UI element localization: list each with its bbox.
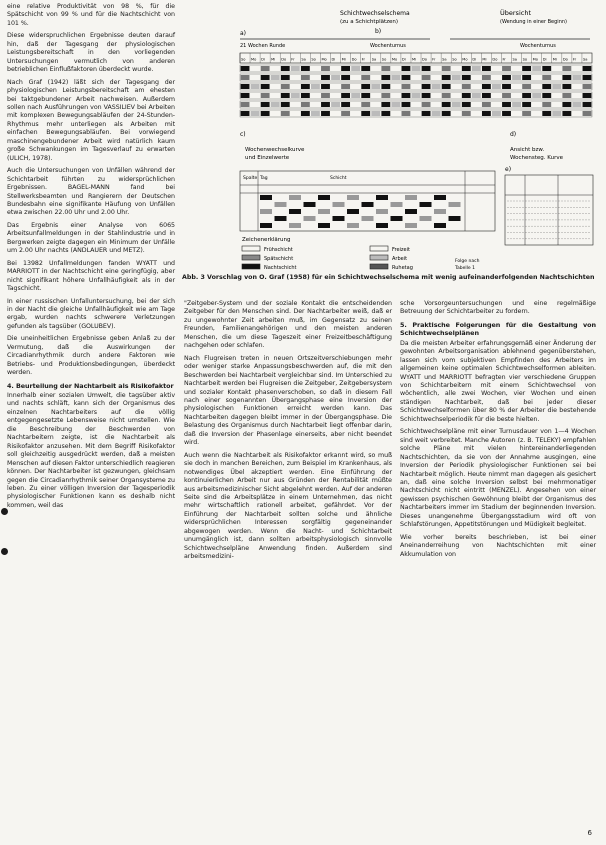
figure-label: Ansicht bzw.	[510, 147, 545, 153]
table-cell	[405, 223, 417, 228]
table-cell	[260, 195, 272, 200]
shift-block	[552, 111, 561, 116]
shift-block	[291, 66, 300, 71]
margin-bullet	[1, 548, 8, 555]
label-e: e)	[505, 166, 512, 173]
shift-block	[442, 84, 451, 89]
section-heading: 4. Beurteilung der Nachtarbeit als Risikofaktor	[7, 381, 174, 390]
weekday-label: Fr	[502, 57, 506, 62]
weekday-label: Do	[422, 57, 427, 62]
shift-block	[442, 75, 451, 80]
shift-block	[562, 102, 571, 107]
paragraph: Nach Graf (1942) läßt sich der Tagesgang der physiologischen Leistungsbereitschaft am ehesten bei taktgebundener Arbeit nachweisen. Außerdem sollen nach Ausführungen von VASSILIEV bei Arbeiten mit komplexen Bewegungsabläufen der 24-Stunden-Rhythmus mehr unterliegen als Arbeiten mit einfachen Bewegungsabläufen. Bei vorwiegend maschinengebundener Arbeit wird natürlich kaum große Schwankungen im Tagesverlauf zu erwarten (ULICH, 1978).	[7, 78, 175, 162]
legend-title: Zeichenerklärung	[242, 237, 291, 243]
shift-block	[482, 84, 491, 89]
table-cell	[304, 216, 316, 221]
shift-block	[583, 102, 592, 107]
weekday-label: Di	[472, 57, 477, 62]
table-cell	[260, 209, 272, 214]
legend-swatch	[242, 264, 260, 269]
figure-label: und Einzelwerte	[245, 155, 290, 161]
table-cell	[289, 223, 301, 228]
right-column	[400, 300, 596, 563]
shift-block	[351, 93, 360, 98]
shift-block	[492, 84, 501, 89]
shift-block	[482, 102, 491, 107]
shift-block	[402, 75, 411, 80]
shift-block	[261, 84, 270, 89]
shift-block	[522, 84, 531, 89]
shift-block	[341, 84, 350, 89]
weekday-label: So	[241, 57, 246, 62]
shift-block	[341, 102, 350, 107]
shift-block	[381, 93, 390, 98]
shift-block	[291, 93, 300, 98]
weekday-label: Di	[331, 57, 336, 62]
weekday-label: Mo	[321, 57, 327, 62]
legend-swatch	[370, 246, 388, 251]
figure-label: Wochenturnus	[520, 43, 556, 49]
shift-block	[402, 84, 411, 89]
shift-block	[311, 84, 320, 89]
weekday-label: Mi	[552, 57, 557, 62]
shift-block	[391, 102, 400, 107]
shift-block	[261, 111, 270, 116]
paragraph: Nach Flugreisen treten in neuen Ortszeitverschiebungen mehr oder weniger starke Anpassungsbeschwerden auf, die mit den Beschwerden bei Nachtarbeit vergleichbar sind. Im Unterschied zu Nachtarbeit werden bei Flugreisen die Zeitgeber, Zeitgebersystem und sozialer Kontakt phasenverschoben, so daß in diesem Fall nach einer sogenannten Übergangsphase eine Inversion der physiologischen Funktionen erreicht werden kann. Das Nachtarbeiten dagegen bleibt immer in der Übergangsphase. Die Belastung des Organismus durch Nachtarbeit liegt offenbar darin, daß die Inversion der Phasenlage einerseits, aber nicht beendet wird.	[184, 354, 392, 447]
shift-block	[482, 111, 491, 116]
paragraph: Wie vorher bereits beschrieben, ist bei einer Aneinanderreihung von Nachtschichten mit einer Akkumulation von	[400, 533, 596, 558]
table-cell	[449, 216, 461, 221]
figure-label: Wochenturnus	[370, 43, 406, 49]
shift-block	[472, 66, 481, 71]
shift-block	[361, 66, 370, 71]
weekday-label: Di	[261, 57, 265, 62]
shift-block	[432, 111, 441, 116]
shift-block	[361, 111, 370, 116]
figure-title-right: Übersicht	[500, 9, 531, 17]
shift-block	[361, 84, 370, 89]
shift-block	[583, 84, 592, 89]
shift-block	[351, 66, 360, 71]
paragraph: Da die meisten Arbeiter erfahrungsgemäß einer Änderung der gewohnten Arbeitsorganisation ablehnend gegenüberstehen, lassen sich vom subjektiven Empfinden des Arbeiters im allgemeinen keine optimalen Schichtwechselformen ableiten. WYATT und MARRIOTT befragten vier verschiedene Gruppen von Schichtarbeitern mit einem Schichtwechsel von wöchentlich, alle zwei Wochen, vier Wochen und einen ständigen Nachtarbeit, daß bei jeder dieser Schichtwechselformen über 80 % der Arbeiter die bestehende Schichtwechselperiodik für die beste hielten.	[400, 339, 596, 423]
legend-swatch	[242, 255, 260, 260]
weekday-label: Do	[492, 57, 498, 62]
shift-block	[381, 84, 390, 89]
table-cell	[347, 209, 359, 214]
shift-block	[281, 102, 290, 107]
shift-block	[432, 84, 441, 89]
shift-block	[583, 75, 592, 80]
shift-block	[241, 93, 250, 98]
shift-block	[583, 66, 592, 71]
shift-block	[522, 66, 531, 71]
weekday-label: Mo	[462, 57, 468, 62]
figure-footnote: Tabelle 1	[455, 266, 475, 271]
shift-block	[422, 111, 431, 116]
shift-block	[562, 66, 571, 71]
table-cell	[405, 195, 417, 200]
legend-item: Spätschicht	[264, 256, 294, 262]
weekday-label: Do	[562, 57, 568, 62]
shift-block	[542, 111, 551, 116]
shift-block	[301, 84, 310, 89]
shift-block	[341, 66, 350, 71]
middle-column	[184, 300, 392, 566]
shift-block	[462, 75, 471, 80]
label-a: a)	[240, 30, 247, 37]
legend-item: Ruhetag	[392, 265, 413, 271]
table-cell	[347, 195, 359, 200]
weekday-label: Fr	[361, 57, 365, 62]
shift-block	[371, 111, 380, 116]
paragraph: In einer russischen Unfalluntersuchung, bei der sich in der Nacht die gleiche Unfallhäufigkeit wie am Tage ergab, wurden nachts schwerere Verletzungen gefunden als tagsüber (GOLUBEV).	[7, 297, 175, 330]
shift-block	[442, 102, 451, 107]
weekday-label: Sa	[442, 57, 447, 62]
shift-block	[532, 66, 541, 71]
paragraph: Das Ergebnis einer Analyse von 6065 Arbeitsunfallmeldungen in der Stahlindustrie und in Bergwerken zeigte dagegen ein Minimum der Unfälle um 2.00 Uhr nachts (ANDLAUER und METZ).	[7, 221, 175, 255]
weekday-header-row	[240, 53, 587, 63]
table-cell	[420, 202, 432, 207]
legend-swatch	[242, 246, 260, 251]
shift-block	[422, 75, 431, 80]
shift-block	[512, 102, 521, 107]
shift-block	[562, 75, 571, 80]
weekday-label: Sa	[582, 57, 588, 62]
shift-block	[261, 66, 270, 71]
shift-block	[301, 93, 310, 98]
table-cell	[362, 202, 374, 207]
shift-block	[271, 75, 280, 80]
shift-schedule-diagram	[180, 3, 598, 273]
shift-block	[562, 84, 571, 89]
shift-block	[422, 84, 431, 89]
shift-block	[462, 66, 471, 71]
shift-block	[261, 93, 270, 98]
shift-schedule-figure	[180, 3, 598, 285]
shift-block	[341, 111, 350, 116]
shift-block	[522, 93, 531, 98]
shift-block	[251, 111, 260, 116]
shift-block	[492, 111, 501, 116]
legend-swatch	[370, 255, 388, 260]
table-cell	[420, 216, 432, 221]
weekday-label: Mi	[411, 57, 417, 62]
shift-block	[562, 111, 571, 116]
shift-block	[462, 111, 471, 116]
shift-block	[371, 84, 380, 89]
figure-title-left: Schichtwechselschema	[340, 10, 410, 17]
shift-block	[412, 93, 421, 98]
shift-block	[271, 102, 280, 107]
shift-block	[321, 93, 330, 98]
shift-block	[381, 111, 390, 116]
shift-block	[402, 111, 411, 116]
weekday-label: Fr	[291, 57, 295, 62]
shift-block	[402, 102, 411, 107]
weekday-label: Mo	[532, 57, 538, 62]
weekday-label: So	[522, 57, 528, 62]
shift-block	[572, 75, 581, 80]
table-cell	[405, 209, 417, 214]
shift-block	[482, 75, 491, 80]
table-cell	[434, 223, 446, 228]
shift-block	[452, 75, 461, 80]
paragraph: Schichtwechselpläne mit einer Turnusdauer von 1—4 Wochen sind weit verbreitet. Manche Autoren (z. B. TELEKY) empfahlen solche Pläne mit vielen hintereinanderliegenden Nachtschichten, da sie von der Annahme ausgingen, eine Inversion der Periodik physiologischer Funktionen sei bei Nachtarbeit möglich. Heute nimmt man dagegen als gesichert an, daß eine solche Inversion selbst bei mehrmonatiger Nachtschicht nicht eintritt (MENZEL). Angesehen von einer gewissen psychischen Gewöhnung bleibt der Organismus des Nachtarbeiters immer im Stadium der beginnenden Inversion. Dieses unangenehme Übergangsstadium wird oft von Schlafstörungen, Appetitstörungen und Müdigkeit begleitet.	[400, 428, 596, 529]
figure-subtitle-left: (zu a Schichtplätzen)	[340, 19, 399, 25]
table-cell	[376, 223, 388, 228]
table-header: Spalte	[243, 176, 258, 181]
table-cell	[391, 202, 403, 207]
table-cell	[362, 216, 374, 221]
shift-block	[301, 102, 310, 107]
paragraph: Die uneinheitlichen Ergebnisse geben Anlaß zu der Vermutung, daß die Auswirkungen der Circadianrhythmik durch andere Faktoren wie Betriebs- und Produktionsbedingungen, überdeckt werden.	[7, 335, 175, 377]
table-cell	[391, 216, 403, 221]
shift-block	[502, 93, 511, 98]
shift-block	[321, 75, 330, 80]
paragraph: "Zeitgeber-System und der soziale Kontakt die entscheidenden Zeitgeber für den Menschen sind. Der Nachtarbeiter weiß, daß er zu ungewohnter Zeit arbeiten muß, im Gegensatz zu seinen Freunden, Familienangehörigen und den meisten anderen Menschen, die um diese Tageszeit einer Freizeitbeschäftigung nachgehen oder schlafen.	[184, 300, 392, 350]
table-cell	[318, 209, 330, 214]
weekday-label: Do	[351, 57, 357, 62]
table-cell	[260, 223, 272, 228]
shift-block	[321, 84, 330, 89]
table-cell	[333, 216, 345, 221]
shift-block	[422, 102, 431, 107]
shift-block	[321, 111, 330, 116]
shift-block	[452, 102, 461, 107]
shift-block	[552, 84, 561, 89]
shift-block	[261, 75, 270, 80]
shift-block	[251, 84, 260, 89]
figure-label: Wochensteg. Kurve	[510, 155, 563, 161]
shift-block	[583, 111, 592, 116]
table-cell	[275, 202, 287, 207]
paragraph: Auch die Untersuchungen von Unfällen während der Schichtarbeit führten zu widersprüchlichen Ergebnissen. BAGEL-MANN fand bei Stellwerksbeamten und Rangierern der Deutschen Bundesbahn eine signifikante Häufung von Unfällen etwa zwischen 22.00 Uhr und 2.00 Uhr.	[7, 167, 175, 217]
shift-block	[402, 66, 411, 71]
shift-block	[321, 102, 330, 107]
table-cell	[275, 216, 287, 221]
weekday-label: So	[381, 57, 387, 62]
right-table-rows	[507, 201, 591, 239]
figure-label: Wochenwechselkurve	[245, 147, 305, 153]
schedule-bars	[240, 65, 592, 117]
shift-block	[502, 84, 511, 89]
figure-subtitle-right: (Wendung in einer Beginn)	[500, 19, 567, 25]
weekday-label: Sa	[512, 57, 518, 62]
shift-block	[301, 75, 310, 80]
shift-block	[512, 75, 521, 80]
shift-block	[462, 93, 471, 98]
shift-block	[472, 93, 481, 98]
shift-block	[542, 75, 551, 80]
weekday-label: Mo	[391, 57, 398, 62]
table-cell	[318, 223, 330, 228]
shift-block	[281, 75, 290, 80]
table-cell	[376, 209, 388, 214]
shift-block	[381, 102, 390, 107]
legend-swatch	[370, 264, 388, 269]
shift-block	[583, 93, 592, 98]
paragraph: eine relative Produktivität von 98 %, für die Spätschicht von 99 % und für die Nachtschicht von 101 %.	[7, 3, 175, 27]
section-heading: 5. Praktische Folgerungen für die Gestaltung von Schichtwechselplänen	[400, 320, 596, 338]
shift-block	[341, 93, 350, 98]
shift-block	[241, 111, 250, 116]
shift-block	[522, 111, 531, 116]
left-column	[7, 3, 175, 514]
shift-block	[321, 66, 330, 71]
weekday-label: So	[452, 57, 457, 62]
weekday-label: Mo	[251, 57, 257, 62]
shift-block	[502, 102, 511, 107]
schedule-table-cells	[260, 195, 461, 228]
shift-block	[412, 66, 421, 71]
legend-item: Frühschicht	[264, 247, 293, 253]
shift-block	[422, 93, 431, 98]
weekday-label: Sa	[301, 57, 306, 62]
table-cell	[318, 195, 330, 200]
shift-block	[311, 111, 320, 116]
page-number: 6	[587, 829, 592, 837]
weekday-label: Di	[401, 57, 406, 62]
shift-block	[442, 93, 451, 98]
table-header: Schicht	[330, 176, 347, 181]
weekday-label: Fr	[572, 57, 577, 62]
paragraph: Diese widerspruchlichen Ergebnisse deuten darauf hin, daß der Tagesgang der physiologischen Leistungsbereitschaft in den vorliegenden Untersuchungen vermutlich von anderen betrieblichen Einflußfaktoren überdeckt wurde.	[7, 32, 175, 74]
table-cell	[449, 202, 461, 207]
weekday-label: Mi	[271, 57, 276, 62]
legend-item: Arbeit	[392, 256, 408, 262]
weekday-label: Do	[281, 57, 287, 62]
weekday-label: So	[311, 57, 316, 62]
shift-block	[331, 102, 340, 107]
paragraph: Auch wenn die Nachtarbeit als Risikofaktor erkannt wird, so muß sie doch in manchen Bereichen, zum Beispiel im Krankenhaus, als notwendiges Übel akzeptiert werden. Eine Einführung der kontinuierlichen Arbeit nur aus Gründen der Rentabilität müßte aus arbeitsmedizinischer Sicht abgelehnt werden. Auf der anderen Seite sind die Arbeitsplätze in einem Unternehmen, das nicht mehr wirtschaftlich rationell arbeitet, gefährdet. Vor der Einführung der Nachtarbeit sollten solche und ähnliche widersprüchlichen Interessen sorgfältig gegeneinander abgewogen werden. Wenn die Nacht- und Schichtarbeit unumgänglich ist, dann sollten arbeitsphysiologisch sinnvolle Schichtwechselpläne Anwendung finden. Außerdem sind arbeitsmedizini-	[184, 451, 392, 561]
shift-block	[502, 75, 511, 80]
shift-block	[261, 102, 270, 107]
weekday-label: Fr	[432, 57, 436, 62]
shift-block	[381, 66, 390, 71]
shift-block	[502, 66, 511, 71]
legend-item: Freizeit	[392, 247, 410, 253]
shift-block	[381, 75, 390, 80]
weekday-label: Di	[542, 57, 547, 62]
shift-block	[341, 75, 350, 80]
shift-block	[331, 75, 340, 80]
table-cell	[434, 195, 446, 200]
shift-block	[402, 93, 411, 98]
figure-footnote: Folge nach	[455, 259, 480, 264]
shift-block	[542, 102, 551, 107]
shift-block	[281, 66, 290, 71]
shift-block	[391, 75, 400, 80]
table-cell	[376, 195, 388, 200]
table-cell	[289, 209, 301, 214]
legend-item: Nachtschicht	[264, 265, 297, 271]
weekday-label: Sa	[371, 57, 377, 62]
shift-block	[422, 66, 431, 71]
paragraph: Innerhalb einer sozialen Umwelt, die tagsüber aktiv und nachts schläft, kann sich der Organismus des einzelnen Nachtarbeiters auf die völlig entgegengesetzte Lebensweise nicht umstellen. Wie die Beschreibung der Beschwerden von Nachtarbeitern zeigte, ist die Nachtarbeit als Risikofaktor anzusehen. Mit dem Begriff Risikofaktor soll gleichzeitig ausgedrückt werden, daß a meisten Menschen auf diesen Faktor unterschiedlich reagieren können. Der Nachtarbeiter ist gezwungen, gleichsam gegen die Circadianrhythmik seiner Organsysteme zu leben. Zu einer völligen Inversion der Tagesperiodik physiologischer Funktionen kann es deshalb nicht kommen, weil das	[7, 391, 175, 509]
table-cell	[434, 209, 446, 214]
paragraph: Bei 13982 Unfallmeldungen fanden WYATT und MARRIOTT in der Nachtschicht eine geringfügig, aber nicht signifikant höhere Unfallhäufigkeit als in der Tagschicht.	[7, 259, 175, 293]
shift-block	[361, 102, 370, 107]
weekday-label: Mi	[341, 57, 346, 62]
shift-block	[532, 93, 541, 98]
shift-block	[281, 93, 290, 98]
shift-block	[301, 111, 310, 116]
table-cell	[333, 202, 345, 207]
shift-block	[442, 66, 451, 71]
shift-block	[281, 84, 290, 89]
shift-block	[502, 111, 511, 116]
paragraph: sche Vorsorgeuntersuchungen und eine regelmäßige Betreuung der Schichtarbeiter zu fordern.	[400, 300, 596, 316]
shift-block	[542, 66, 551, 71]
table-cell	[289, 195, 301, 200]
shift-block	[241, 84, 250, 89]
weekday-label: Mi	[482, 57, 487, 62]
shift-block	[562, 93, 571, 98]
shift-block	[462, 102, 471, 107]
shift-block	[241, 75, 250, 80]
label-d: d)	[510, 131, 517, 138]
margin-bullet	[1, 508, 8, 515]
shift-block	[442, 111, 451, 116]
shift-block	[241, 102, 250, 107]
shift-block	[361, 93, 370, 98]
figure-caption: Abb. 3 Vorschlag von O. Graf (1958) für ein Schichtwechselschema mit wenig aufeinanderfolgenden Nachtschichten	[182, 274, 595, 281]
shift-block	[301, 66, 310, 71]
shift-block	[281, 111, 290, 116]
shift-block	[241, 66, 250, 71]
shift-block	[522, 75, 531, 80]
label-c: c)	[240, 131, 246, 138]
shift-block	[542, 84, 551, 89]
shift-block	[482, 66, 491, 71]
table-cell	[304, 202, 316, 207]
table-header: Tag	[260, 176, 268, 181]
label-b: b)	[375, 28, 382, 35]
shift-block	[361, 75, 370, 80]
shift-block	[462, 84, 471, 89]
shift-block	[522, 102, 531, 107]
shift-block	[572, 102, 581, 107]
shift-block	[482, 93, 491, 98]
shift-block	[542, 93, 551, 98]
table-cell	[347, 223, 359, 228]
figure-label: 21 Wochen Runde	[240, 43, 286, 49]
